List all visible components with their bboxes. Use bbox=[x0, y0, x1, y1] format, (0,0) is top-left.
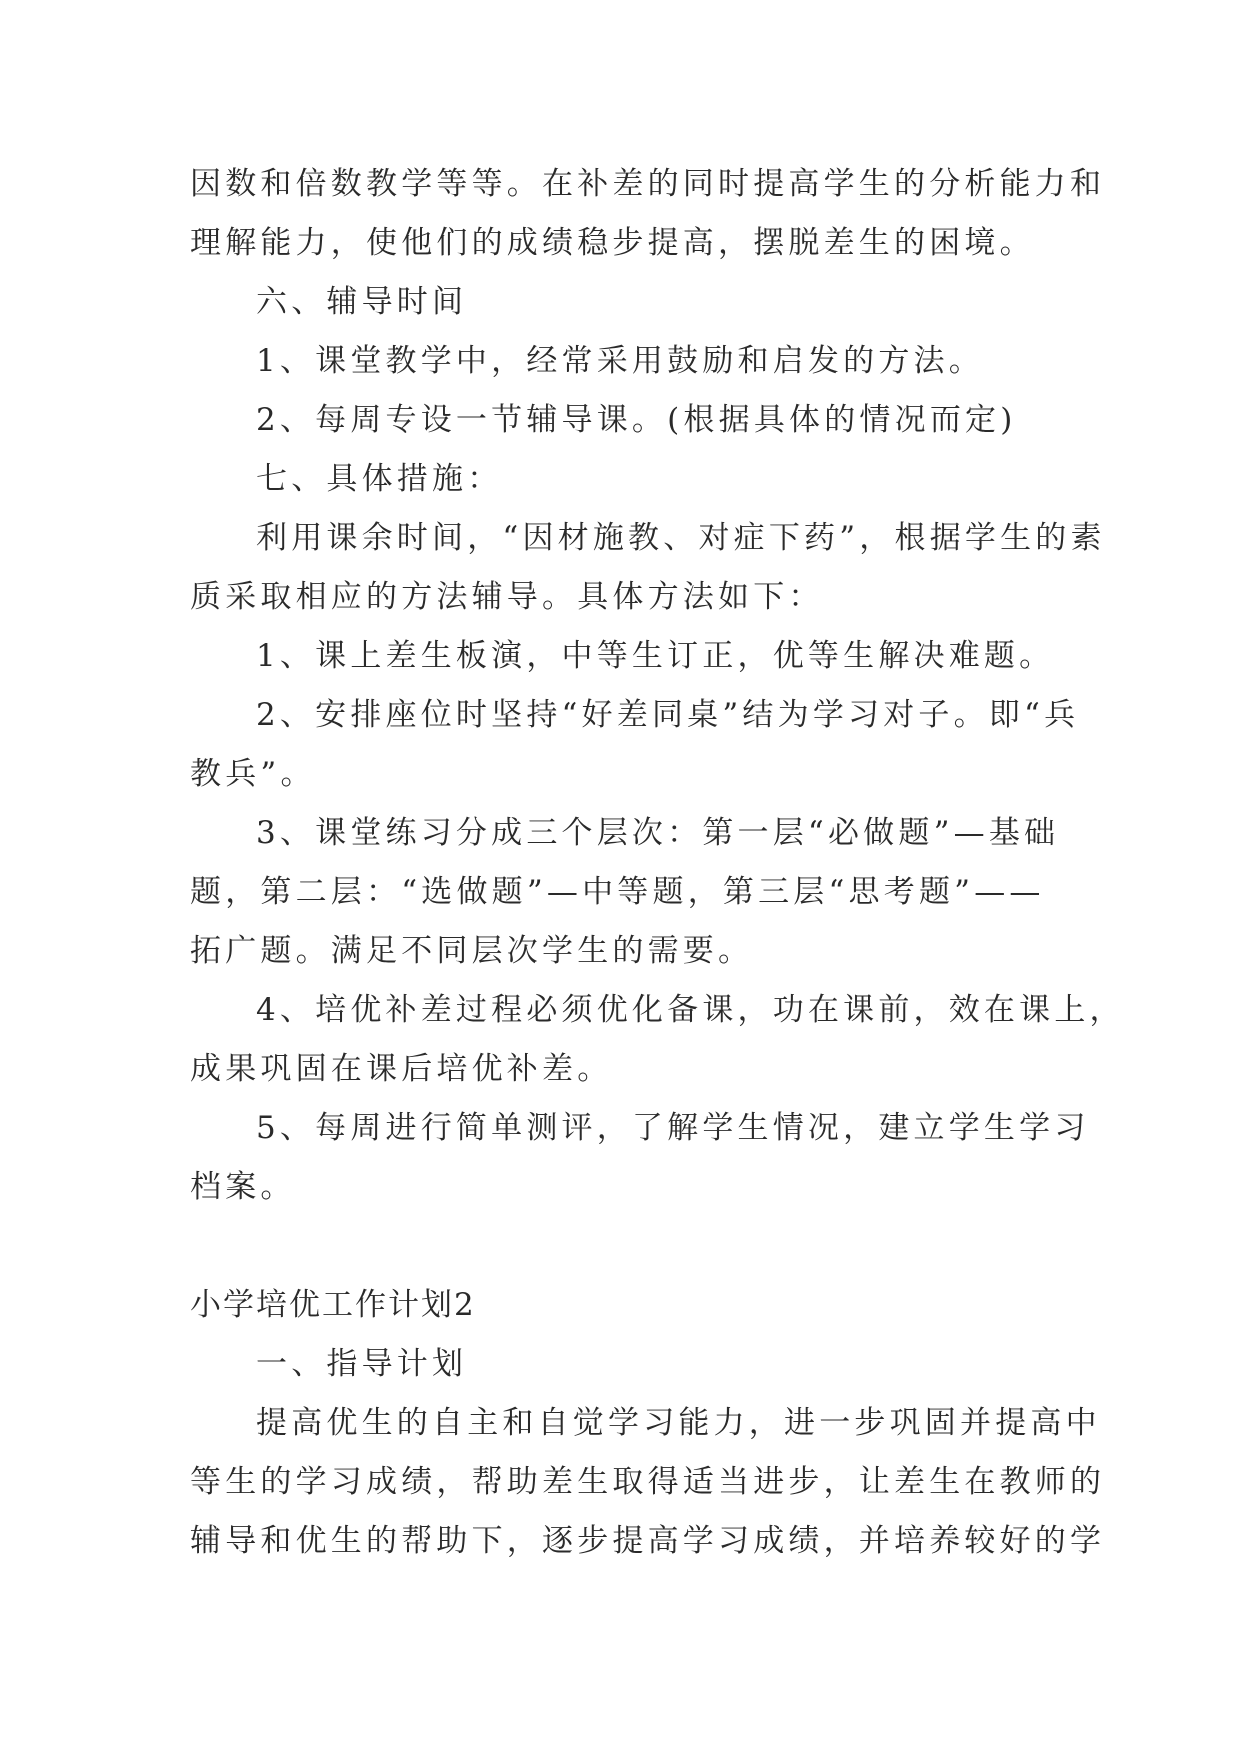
document-body bbox=[190, 155, 1125, 1571]
list-item: 4、培优补差过程必须优化备课，功在课前，效在课上， bbox=[256, 992, 1125, 1028]
paragraph-line: 利用课余时间，“因材施教、对症下药”，根据学生的素 bbox=[256, 520, 1106, 556]
list-item: 1、课上差生板演，中等生订正，优等生解决难题。 bbox=[256, 638, 1055, 674]
section-heading: 一、指导计划 bbox=[256, 1346, 468, 1382]
paragraph-line: 提高优生的自主和自觉学习能力，进一步巩固并提高中 bbox=[256, 1405, 1101, 1441]
section-heading: 七、具体措施： bbox=[256, 461, 503, 497]
paragraph-line: 拓广题。满足不同层次学生的需要。 bbox=[190, 933, 754, 969]
list-item: 1、课堂教学中，经常采用鼓励和启发的方法。 bbox=[256, 343, 984, 379]
paragraph-gap bbox=[190, 1217, 1060, 1276]
document-title: 小学培优工作计划2 bbox=[190, 1287, 476, 1323]
paragraph-line: 因数和倍数教学等等。在补差的同时提高学生的分析能力和 bbox=[190, 166, 1106, 202]
section-heading: 六、辅导时间 bbox=[256, 284, 468, 320]
paragraph-line: 质采取相应的方法辅导。具体方法如下： bbox=[190, 579, 824, 615]
paragraph-line: 题，第二层：“选做题”—中等题，第三层“思考题”—— bbox=[190, 874, 1045, 910]
paragraph-line: 成果巩固在课后培优补差。 bbox=[190, 1051, 613, 1087]
paragraph-line: 理解能力，使他们的成绩稳步提高，摆脱差生的困境。 bbox=[190, 225, 1035, 261]
list-item: 2、每周专设一节辅导课。(根据具体的情况而定) bbox=[256, 402, 1017, 438]
paragraph-line: 教兵”。 bbox=[190, 756, 316, 792]
paragraph-line: 档案。 bbox=[190, 1169, 296, 1205]
list-item: 2、安排座位时坚持“好差同桌”结为学习对子。即“兵 bbox=[256, 697, 1080, 733]
paragraph-line: 辅导和优生的帮助下，逐步提高学习成绩，并培养较好的学 bbox=[190, 1523, 1106, 1559]
paragraph-line: 等生的学习成绩，帮助差生取得适当进步，让差生在教师的 bbox=[190, 1464, 1106, 1500]
list-item: 5、每周进行简单测评，了解学生情况，建立学生学习 bbox=[256, 1110, 1090, 1146]
list-item: 3、课堂练习分成三个层次：第一层“必做题”—基础 bbox=[256, 815, 1060, 851]
